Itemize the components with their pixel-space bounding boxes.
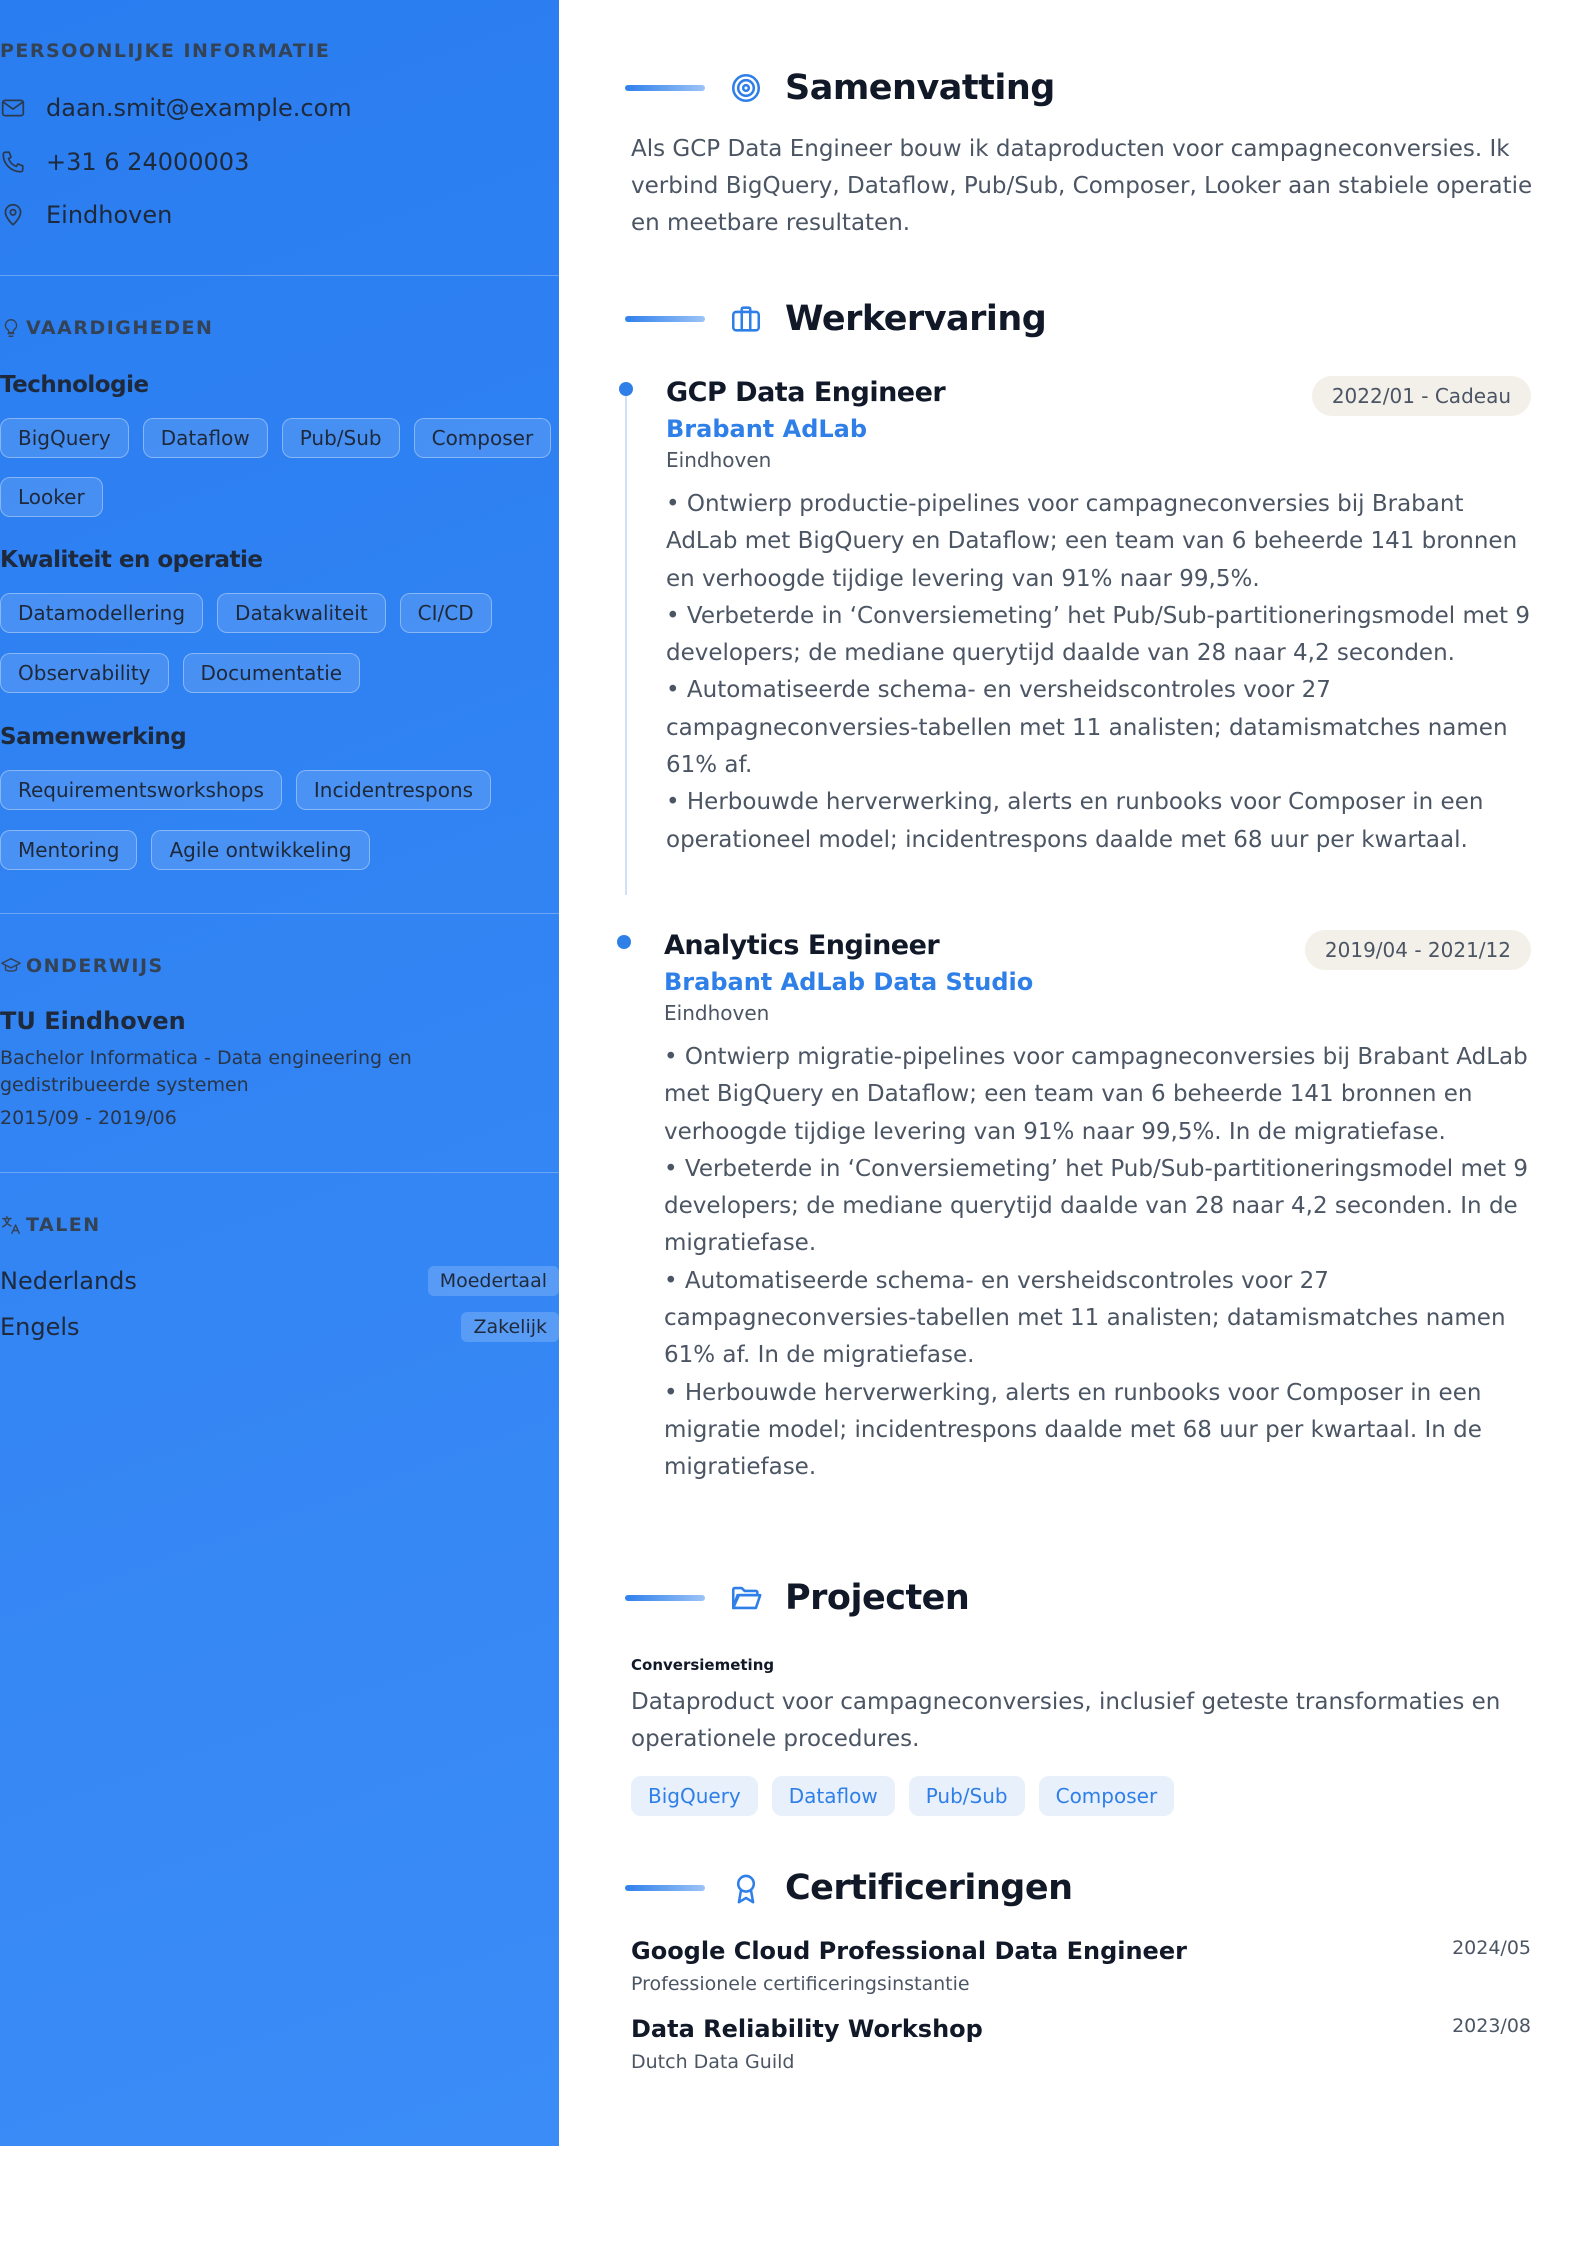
contact-phone[interactable] (0, 148, 249, 176)
briefcase-icon (729, 302, 763, 336)
certification-name: Data Reliability Workshop (631, 2015, 983, 2043)
folder-icon (729, 1581, 763, 1615)
skill-group-title: Samenwerking (0, 724, 187, 750)
skill-chip: Incidentrespons (296, 770, 491, 810)
skill-chip-row (0, 418, 551, 458)
timeline-line (625, 393, 627, 895)
heading-accent-line (625, 1885, 705, 1891)
job-dates: 2019/04 - 2021/12 (1305, 930, 1531, 970)
skill-chip-row (0, 593, 492, 633)
lightbulb-icon (0, 317, 22, 339)
certification-date: 2023/08 (1452, 2015, 1531, 2037)
skill-chip: Observability (0, 653, 169, 693)
language-row (0, 1266, 559, 1296)
skill-group-title: Technologie (0, 372, 149, 398)
timeline-dot (619, 382, 633, 396)
job-location: Eindhoven (664, 1001, 770, 1025)
skill-chip: Requirementsworkshops (0, 770, 282, 810)
skill-chip-row (0, 653, 360, 693)
skill-group-title: Kwaliteit en operatie (0, 547, 263, 573)
target-icon (729, 71, 763, 105)
skill-chip: Documentatie (183, 653, 361, 693)
skill-chip: Looker (0, 477, 103, 517)
language-row (0, 1312, 559, 1342)
timeline-dot (617, 935, 631, 949)
language-name: Engels (0, 1313, 80, 1341)
location-text: Eindhoven (46, 201, 173, 229)
skill-chip: Composer (414, 418, 552, 458)
project-tag: Pub/Sub (909, 1776, 1025, 1816)
job-company[interactable]: Brabant AdLab (666, 415, 868, 443)
job-bullet: • Ontwierp migratie-pipelines voor campagneconversies bij Brabant AdLab met BigQuery en Dataflow; een team van 6 beheerde 141 bronnen en verhoogde tijdige levering van 91% naar 99,5%. In de migratiefase. (664, 1044, 1528, 1145)
education-heading: ONDERWIJS (0, 955, 164, 977)
languages-heading: TALEN (0, 1214, 101, 1236)
skill-chip: BigQuery (0, 418, 129, 458)
job-bullet: • Ontwierp productie-pipelines voor campagneconversies bij Brabant AdLab met BigQuery en Dataflow; een team van 6 beheerde 141 bronnen en verhoogde tijdige levering van 91% naar 99,5%. (666, 491, 1518, 592)
skill-chip-row (0, 830, 370, 870)
skill-chip: CI/CD (400, 593, 492, 633)
education-degree: Bachelor Informatica - Data engineering en gedistribueerde systemen (0, 1047, 412, 1096)
education-dates: 2015/09 - 2019/06 (0, 1107, 177, 1129)
phone-icon (0, 149, 26, 175)
map-pin-icon (0, 202, 26, 228)
contact-location (0, 201, 172, 229)
job-location: Eindhoven (666, 448, 772, 472)
phone-text[interactable]: +31 6 24000003 (46, 148, 250, 176)
language-name: Nederlands (0, 1267, 137, 1295)
contact-email[interactable] (0, 94, 352, 122)
job-bullet: • Herbouwde herverwerking, alerts en runbooks voor Composer in een migratie model; incidentrespons daalde met 68 uur per kwartaal. In de migratiefase. (664, 1379, 1482, 1481)
job-dates: 2022/01 - Cadeau (1312, 376, 1531, 416)
skill-chip-row (0, 477, 103, 517)
project-name: Conversiemeting (631, 1656, 775, 1674)
summary-heading-text: Samenvatting (785, 68, 1055, 108)
experience-heading-text: Werkervaring (785, 299, 1047, 339)
certification-date: 2024/05 (1452, 1937, 1531, 1959)
skill-chip-row (0, 770, 491, 810)
project-tag: Dataflow (772, 1776, 895, 1816)
certification-name: Google Cloud Professional Data Engineer (631, 1937, 1187, 1965)
job-bullet: • Verbeterde in ‘Conversiemeting’ het Pub/Sub-partitioneringsmodel met 9 developers; de mediane querytijd daalde van 28 naar 4,2 seconden. (666, 602, 1531, 667)
job-company[interactable]: Brabant AdLab Data Studio (664, 968, 1034, 996)
project-tag-row (631, 1776, 1174, 1816)
award-icon (729, 1871, 763, 1905)
projects-heading (625, 1578, 969, 1618)
sidebar (0, 0, 559, 2146)
job-bullets (666, 486, 1536, 859)
skill-chip: Datakwaliteit (217, 593, 386, 633)
sidebar-divider (0, 275, 559, 276)
skill-chip: Pub/Sub (282, 418, 400, 458)
certifications-heading (625, 1868, 1073, 1908)
job-bullets (664, 1039, 1534, 1487)
job-title: GCP Data Engineer (666, 377, 946, 408)
heading-accent-line (625, 1595, 705, 1601)
projects-heading-text: Projecten (785, 1578, 970, 1618)
certification-issuer: Professionele certificeringsinstantie (631, 1973, 970, 1995)
heading-accent-line (625, 316, 705, 322)
heading-accent-line (625, 85, 705, 91)
mail-icon (0, 95, 26, 121)
skill-chip: Mentoring (0, 830, 137, 870)
job-bullet: • Automatiseerde schema- en versheidscontroles voor 27 campagneconversies-tabellen met 11 analisten; datamismatches namen 61% af. (666, 677, 1508, 779)
project-tag: Composer (1039, 1776, 1175, 1816)
job-bullet: • Verbeterde in ‘Conversiemeting’ het Pub/Sub-partitioneringsmodel met 9 developers; de mediane querytijd daalde van 28 naar 4,2 seconden. In de migratiefase. (664, 1155, 1529, 1257)
education-school: TU Eindhoven (0, 1007, 186, 1035)
sidebar-divider (0, 1172, 559, 1173)
language-level: Moedertaal (428, 1266, 559, 1296)
certification-issuer: Dutch Data Guild (631, 2051, 795, 2073)
language-level: Zakelijk (461, 1312, 559, 1342)
summary-text: Als GCP Data Engineer bouw ik dataproducten voor campagneconversies. Ik verbind BigQuery, Dataflow, Pub/Sub, Composer, Looker aan stabiele operatie en meetbare resultaten. (631, 136, 1533, 236)
sidebar-divider (0, 913, 559, 914)
experience-heading (625, 299, 1046, 339)
job-bullet: • Automatiseerde schema- en versheidscontroles voor 27 campagneconversies-tabellen met 11 analisten; datamismatches namen 61% af. In de migratiefase. (664, 1267, 1506, 1369)
project-tag: BigQuery (631, 1776, 758, 1816)
summary-heading (625, 68, 1055, 108)
skill-chip: Datamodellering (0, 593, 203, 633)
skills-heading: VAARDIGHEDEN (0, 317, 213, 339)
job-title: Analytics Engineer (664, 930, 940, 961)
certifications-heading-text: Certificeringen (785, 1868, 1073, 1908)
skill-chip: Agile ontwikkeling (151, 830, 369, 870)
email-text[interactable]: daan.smit@example.com (46, 94, 352, 122)
translate-icon (0, 1214, 22, 1236)
job-bullet: • Herbouwde herverwerking, alerts en runbooks voor Composer in een operationeel model; incidentrespons daalde met 68 uur per kwartaal. (666, 789, 1484, 853)
skill-chip: Dataflow (143, 418, 268, 458)
personal-info-heading: PERSOONLIJKE INFORMATIE (0, 40, 331, 62)
project-description: Dataproduct voor campagneconversies, inclusief geteste transformaties en operationele procedures. (631, 1689, 1501, 1752)
graduation-cap-icon (0, 955, 22, 977)
